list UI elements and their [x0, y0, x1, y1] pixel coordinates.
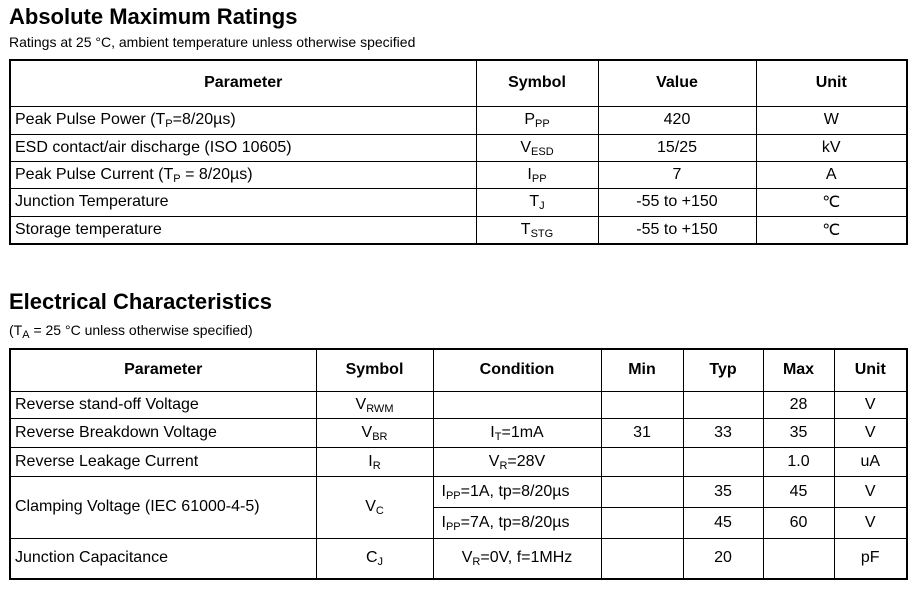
header-parameter: Parameter [10, 349, 316, 391]
table-row [10, 538, 907, 579]
max-cell: 60 [763, 507, 834, 538]
value-cell: 7 [598, 161, 756, 188]
unit-cell: V [834, 391, 907, 418]
max-cell: 28 [763, 391, 834, 418]
header-symbol: Symbol [476, 60, 598, 106]
max-cell: 45 [763, 476, 834, 507]
abs-max-title: Absolute Maximum Ratings [9, 4, 298, 29]
param-cell: Reverse Leakage Current [10, 447, 316, 476]
unit-cell: kV [756, 134, 907, 161]
param-cell: Peak Pulse Current $(T_P = 8/20\mu s)$ [10, 161, 476, 188]
header-typ: Typ [683, 349, 763, 391]
table-row [10, 216, 907, 244]
unit-cell: V [834, 476, 907, 507]
typ-cell: 35 [683, 476, 763, 507]
symbol-cell: $C_J$ [316, 538, 433, 579]
typ-cell: 33 [683, 418, 763, 447]
abs-max-header-row [10, 60, 907, 106]
elec-table [9, 348, 908, 580]
unit-cell: uA [834, 447, 907, 476]
condition-cell [433, 391, 601, 418]
unit-cell: pF [834, 538, 907, 579]
table-row [10, 106, 907, 134]
max-cell: 1.0 [763, 447, 834, 476]
header-unit: Unit [834, 349, 907, 391]
min-cell: 31 [601, 418, 683, 447]
unit-cell: ℃ [756, 216, 907, 244]
unit-cell: A [756, 161, 907, 188]
unit-cell: V [834, 418, 907, 447]
table-row [10, 188, 907, 216]
param-cell: Storage temperature [10, 216, 476, 244]
table-row [10, 476, 907, 507]
table-row [10, 447, 907, 476]
symbol-cell: $T_{STG}$ [476, 216, 598, 244]
param-cell: Clamping Voltage (IEC 61000-4-5) [10, 476, 316, 538]
param-cell: Junction Temperature [10, 188, 476, 216]
table-row [10, 161, 907, 188]
elec-title: Electrical Characteristics [9, 289, 272, 314]
elec-subtitle: ($T_A = 25$ °C unless otherwise specified) [9, 322, 253, 341]
table-row [10, 418, 907, 447]
min-cell [601, 507, 683, 538]
header-max: Max [763, 349, 834, 391]
typ-cell: 20 [683, 538, 763, 579]
abs-max-subtitle: Ratings at 25 °C, ambient temperature unless otherwise specified [9, 34, 416, 50]
condition-cell: $V_R=28V$ [433, 447, 601, 476]
value-cell: -55 to +150 [598, 216, 756, 244]
symbol-cell: $I_{PP}$ [476, 161, 598, 188]
header-parameter: Parameter [10, 60, 476, 106]
unit-cell: V [834, 507, 907, 538]
value-cell: -55 to +150 [598, 188, 756, 216]
symbol-cell: $V_{RWM}$ [316, 391, 433, 418]
condition-cell: $I_{PP}=1A$, tp=8/20µs [433, 476, 601, 507]
value-cell: 420 [598, 106, 756, 134]
typ-cell [683, 391, 763, 418]
symbol-cell: $P_{PP}$ [476, 106, 598, 134]
min-cell [601, 538, 683, 579]
abs-max-table [9, 59, 908, 245]
min-cell [601, 476, 683, 507]
max-cell [763, 538, 834, 579]
symbol-cell: $V_C$ [316, 476, 433, 538]
table-row [10, 134, 907, 161]
unit-cell: W [756, 106, 907, 134]
condition-cell: $I_{PP}=7A$, tp=8/20µs [433, 507, 601, 538]
header-min: Min [601, 349, 683, 391]
header-value: Value [598, 60, 756, 106]
value-cell: 15/25 [598, 134, 756, 161]
header-unit: Unit [756, 60, 907, 106]
unit-cell: ℃ [756, 188, 907, 216]
typ-cell [683, 447, 763, 476]
typ-cell: 45 [683, 507, 763, 538]
param-cell: ESD contact/air discharge (ISO 10605) [10, 134, 476, 161]
param-cell: Junction Capacitance [10, 538, 316, 579]
min-cell [601, 447, 683, 476]
symbol-cell: $V_{BR}$ [316, 418, 433, 447]
symbol-cell: $I_R$ [316, 447, 433, 476]
elec-header-row [10, 349, 907, 391]
param-cell: Peak Pulse Power $(T_P=8/20\mu s)$ [10, 106, 476, 134]
symbol-cell: $T_J$ [476, 188, 598, 216]
max-cell: 35 [763, 418, 834, 447]
param-cell: Reverse Breakdown Voltage [10, 418, 316, 447]
header-condition: Condition [433, 349, 601, 391]
param-cell: Reverse stand-off Voltage [10, 391, 316, 418]
min-cell [601, 391, 683, 418]
header-symbol: Symbol [316, 349, 433, 391]
table-row [10, 391, 907, 418]
condition-cell: $V_R=0V$, f=1MHz [433, 538, 601, 579]
symbol-cell: $V_{ESD}$ [476, 134, 598, 161]
condition-cell: $I_T=1mA$ [433, 418, 601, 447]
